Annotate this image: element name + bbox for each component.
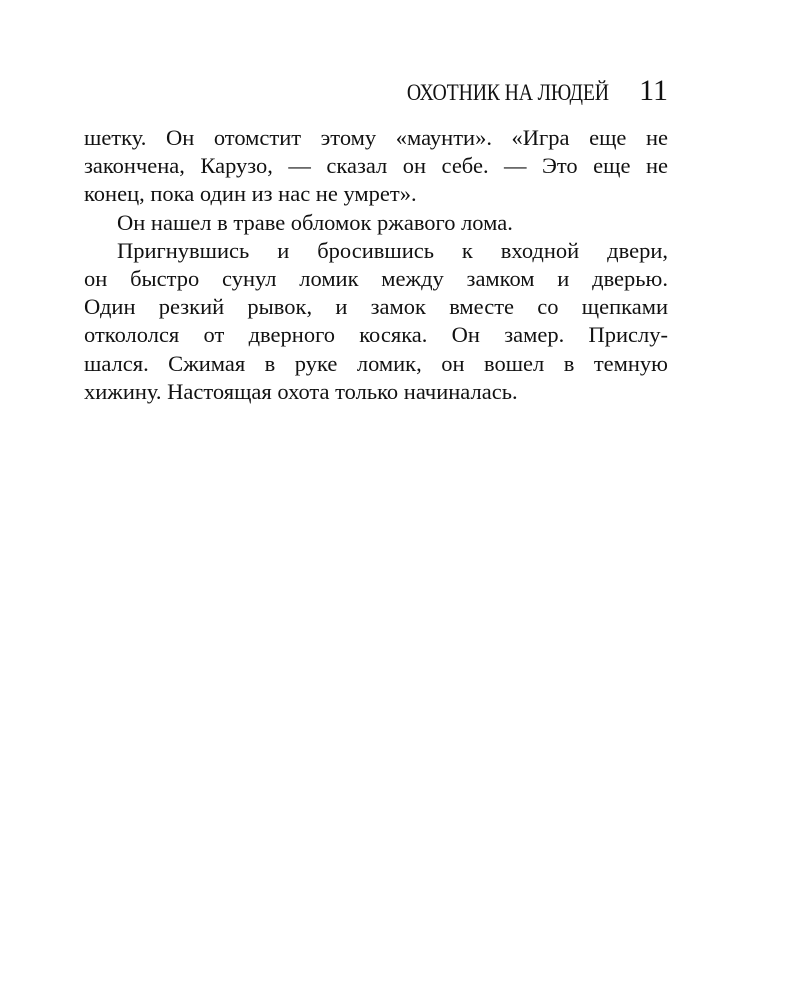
- text-line: он быстро сунул ломик между замком и дверью.: [84, 265, 668, 291]
- text-line: Один резкий рывок, и замок вместе со щепками: [84, 294, 668, 320]
- text-line: хижину. Настоящая охота только начиналась.: [84, 378, 518, 404]
- page-number: 11: [639, 74, 668, 107]
- text-line: шетку. Он отомстит этому «маунти». «Игра еще не: [84, 125, 668, 150]
- text-line: Он нашел в траве обломок ржавого лома.: [117, 209, 513, 235]
- text-line: Пригнувшись и бросившись к входной двери,: [117, 237, 668, 263]
- running-header: [360, 74, 668, 114]
- text-line: конец, пока один из нас не умрет».: [84, 181, 417, 207]
- text-line: откололся от дверного косяка. Он замер. Прислу-: [84, 322, 668, 348]
- running-title: ОХОТНИК НА ЛЮДЕЙ: [407, 80, 610, 105]
- body-text: [84, 124, 668, 406]
- text-line: закончена, Карузо, — сказал он себе. — Это еще не: [84, 153, 668, 179]
- text-line: шался. Сжимая в руке ломик, он вошел в темную: [84, 350, 668, 376]
